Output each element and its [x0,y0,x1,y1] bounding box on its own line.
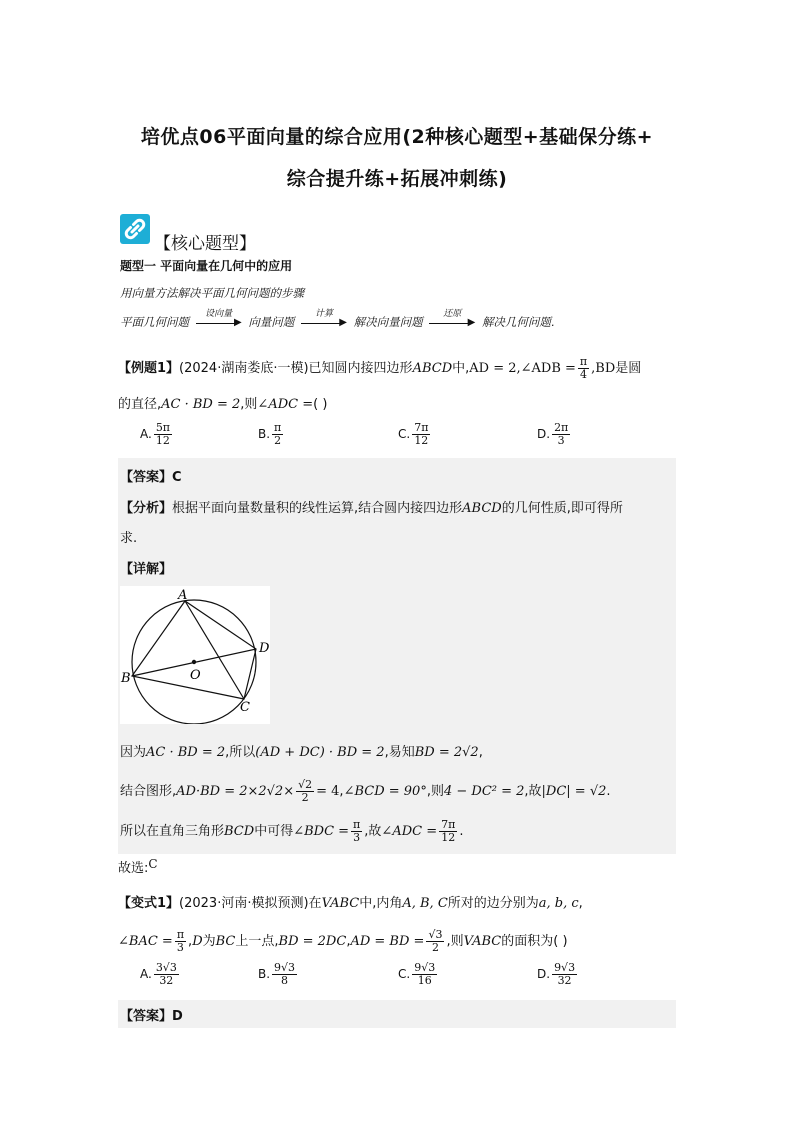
frac-num: π [353,818,361,831]
variant1-line1 [118,892,583,911]
example1-stem-b: 中, [452,361,470,377]
variant1-option-b[interactable] [258,962,299,987]
option-letter: B. [258,427,271,442]
example1-line2-a: 的直径, [118,397,162,412]
option-letter: C. [398,967,411,982]
answer-label: 【答案】 [120,470,173,485]
variant1-comma: , [188,934,193,950]
variant1-label: 【变式1】 [118,896,180,911]
frac-num: π [176,928,185,941]
sol3-a: 所以在直角三角形 [120,824,225,840]
solution-line3 [120,819,463,844]
variant1-bd: BD = 2DC [278,934,347,950]
answer-value: C [172,470,182,485]
sol2-c: = 4 [316,784,340,800]
frac-den: 3 [176,941,184,955]
variant1-d-var: D [192,934,203,950]
variant1-angles: A, B, C [402,896,448,911]
sol2-e: ∠BCD = 90° [343,784,427,800]
frac-den: 3 [353,831,361,845]
flow-arrow-2: ▶ 计算 [301,318,347,328]
answer-value: D [172,1009,183,1024]
option-letter: C. [398,427,411,442]
option-letter: A. [140,967,152,982]
frac-num: 3√3 [155,961,177,974]
variant1-answer-block [118,1000,676,1028]
link-icon [120,214,150,244]
variant1-pi-over-3 [175,929,186,954]
frac-den: 8 [281,974,289,988]
choose-value: C [148,857,158,871]
variant1-angle-bac: ∠BAC = [118,934,173,950]
option-frac [552,962,577,987]
variant1-line2-f: ,则 [446,934,464,950]
sol2-a: 结合图形, [120,784,177,800]
frac-num: 9√3 [414,961,436,974]
frac-den: 16 [417,974,432,988]
flow-arrow-label-1: 设向量 [205,309,233,319]
sol2-g: 4 − DC² = 2 [443,784,525,800]
sol1-b: AC · BD = 2 [146,745,226,760]
frac-num: π [579,355,588,368]
variant1-sides: a, b, c [538,896,579,911]
variant1-option-a[interactable] [140,962,181,987]
variant1-line2-d: 上一点, [235,934,279,950]
sol3-f: ∠ADC = [381,824,438,840]
example1-analysis-cont: 求. [120,531,138,546]
variant1-line2-e: , [346,934,351,950]
example1-analysis [120,497,623,516]
page-title-line1: 培优点06平面向量的综合应用(2种核心题型+基础保分练+ [140,126,654,148]
variant1-line2-g: 的面积为( ) [501,934,568,950]
analysis-label: 【分析】 [120,501,173,516]
solution-line2 [120,779,611,804]
sol2-frac [296,779,314,804]
sol1-g: , [478,745,483,760]
sol3-c: 中可得 [254,824,294,840]
example1-cond2: ,BD [591,361,616,377]
example1-ask: ∠ADC = [257,397,314,412]
flow-step-1: 平面几何问题 [120,315,189,329]
section-heading: 【核心题型】 [154,234,256,254]
variant1-c: 所对的边分别为 [447,896,539,911]
frac-den: 12 [155,434,170,448]
frac-den: 2 [301,791,309,805]
option-letter: A. [140,427,152,442]
frac-den: 32 [159,974,174,988]
label-c: C [240,700,250,715]
variant1-tri2: VABC [463,934,502,950]
variant1-line2-c: 为 [202,934,216,950]
variant1-option-d[interactable] [537,962,579,987]
frac-num: 9√3 [554,961,576,974]
frac-num: 2π [554,421,569,434]
option-frac [552,422,570,447]
steps-intro: 用向量方法解决平面几何问题的步骤 [120,286,304,300]
example1-line2 [118,393,327,412]
example1-paren: ( ) [313,397,328,412]
frac-num: √2 [298,778,313,791]
sol1-d: (AD + DC) · BD = 2 [255,745,385,760]
sol3-b: BCD [224,824,255,840]
example1-line2-b: ,则 [240,397,258,412]
frac-num: π [274,421,282,434]
page-title-line2: 综合提升练+拓展冲刺练) [286,168,508,190]
variant1-sqrt3-over-2 [426,929,444,954]
answer-label: 【答案】 [120,1009,173,1024]
frac-den: 2 [431,941,439,955]
variant1-line2 [118,929,568,954]
frac-den: 12 [414,434,429,448]
center-point [192,660,196,664]
example1-stem-a: 已知圆内接四边形 [308,361,413,377]
variant1-a: 在 [308,896,322,911]
option-frac [412,962,437,987]
flow-step-4: 解决几何问题. [481,315,555,329]
solution-line1 [120,741,483,760]
variant1-b: 中,内角 [359,896,403,911]
sol2-h: ,故 [524,784,542,800]
frac-num: 7π [414,421,429,434]
frac-den: 32 [557,974,572,988]
variant1-adbd: AD = BD = [350,934,425,950]
example1-label: 【例题1】 [118,361,180,377]
option-frac [154,422,172,447]
detail-label: 【详解】 [120,562,173,577]
type1-heading: 题型一 平面向量在几何中的应用 [120,259,293,273]
example1-source: (2024·湖南娄底·一模) [179,361,309,377]
frac-num: √3 [428,928,443,941]
example1-option-d[interactable] [537,422,572,447]
variant1-tri: VABC [321,896,360,911]
sol2-f: ,则 [426,784,444,800]
circle-quadrilateral-figure [120,586,270,724]
flow-arrow-1: ▶ 设向量 [196,318,242,328]
sol3-frac2 [439,819,457,844]
example1-abcd: ABCD [412,361,453,377]
frac-num: 7π [441,818,456,831]
variant1-answer [120,1005,183,1024]
frac-den: 12 [441,831,456,845]
sol3-d: ∠BDC = [293,824,350,840]
option-frac [272,422,283,447]
option-letter: B. [258,967,271,982]
flow-arrow-3: ▶ 还原 [429,318,475,328]
example1-option-c[interactable] [398,422,432,447]
sol1-e: ,易知 [384,745,415,760]
frac-den: 2 [274,434,282,448]
analysis-text-b: 的几何性质,即可得所 [501,501,623,516]
sol2-j: . [606,784,611,800]
sol2-d: , [339,784,344,800]
example1-cond1: AD = 2,∠ADB = [469,361,576,377]
sol3-g: . [459,824,464,840]
label-d: D [259,641,270,656]
example1-option-b[interactable] [258,422,285,447]
sol2-i: |DC| = √2 [541,784,607,800]
flow-arrow-label-2: 计算 [314,309,333,319]
choose-label: 故选: [118,861,149,876]
frac-den: 3 [557,434,565,448]
flow-step-2: 向量问题 [248,315,295,329]
frac-den: 4 [580,368,588,382]
sol1-f: BD = 2√2 [414,745,479,760]
example1-stem-c: 是圆 [615,361,642,377]
sol1-a: 因为 [120,745,147,760]
flow-arrow-label-3: 还原 [443,309,462,319]
label-o: O [190,668,201,683]
example1-answer [120,466,182,485]
option-frac [154,962,179,987]
steps-flow [120,309,555,330]
option-frac [272,962,297,987]
sol1-c: ,所以 [225,745,256,760]
label-b: B [121,671,131,686]
example1-dot-expr: AC · BD = 2 [161,397,241,412]
option-letter: D. [537,967,551,982]
sol3-e: ,故 [364,824,382,840]
choose-line [118,857,158,876]
variant1-source: (2023·河南·模拟预测) [179,896,309,911]
option-letter: D. [537,427,551,442]
sol2-b: AD·BD = 2×2√2× [176,784,295,800]
sol3-frac1 [351,819,362,844]
analysis-abcd: ABCD [462,501,502,516]
option-frac [412,422,430,447]
variant1-bc: BC [215,934,236,950]
flow-step-3: 解决向量问题 [353,315,423,329]
variant1-d: , [578,896,583,911]
label-a: A [178,588,188,603]
frac-num: 9√3 [274,961,296,974]
example1-line1 [118,356,641,381]
example1-option-a[interactable] [140,422,174,447]
example1-pi-over-4 [578,356,589,381]
variant1-option-c[interactable] [398,962,439,987]
frac-num: 5π [155,421,171,434]
analysis-text-a: 根据平面向量数量积的线性运算,结合圆内接四边形 [172,501,463,516]
